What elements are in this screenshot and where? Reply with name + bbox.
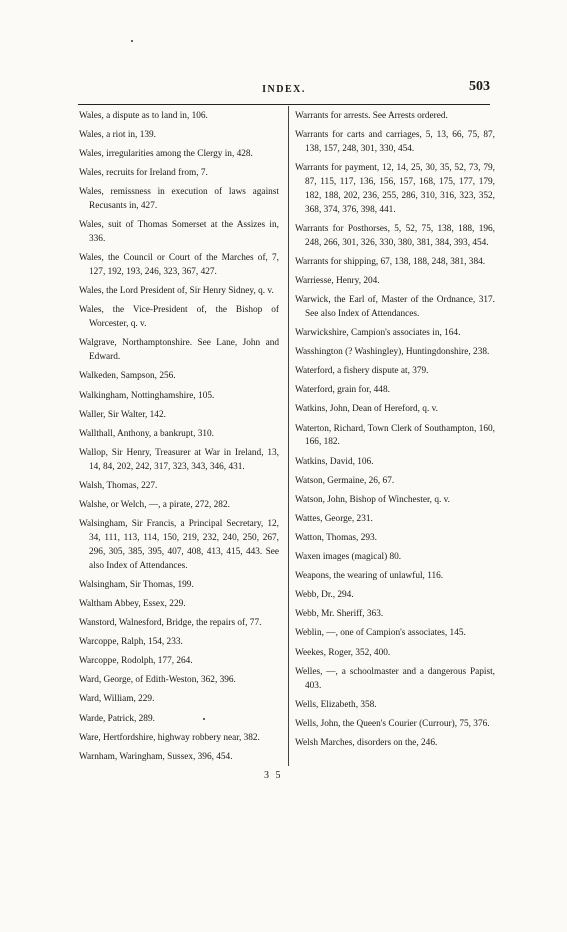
index-entry: Webb, Mr. Sheriff, 363. <box>295 609 384 620</box>
index-entry: Watton, Thomas, 293. <box>295 532 377 543</box>
index-entry: Watkins, David, 106. <box>295 456 374 467</box>
index-entry: Walsingham, Sir Thomas, 199. <box>79 579 194 590</box>
index-entry: Wales, remissness in execution of laws against Recusants in, 427. <box>79 187 279 212</box>
page-number: 503 <box>469 79 490 94</box>
index-entry: Warwick, the Earl of, Master of the Ordnance, 317. See also Index of Attendances. <box>295 295 495 319</box>
index-column-right <box>295 110 495 756</box>
index-entry: Wallop, Sir Henry, Treasurer at War in Ireland, 13, 14, 84, 202, 242, 317, 323, 343, 346, 431. <box>79 447 279 472</box>
index-entry: Warwickshire, Campion's associates in, 164. <box>295 328 461 339</box>
index-entry: Warrants for shipping, 67, 138, 188, 248, 381, 384. <box>295 256 486 267</box>
index-entry: Walsingham, Sir Francis, a Principal Secretary, 12, 34, 111, 113, 114, 150, 219, 232, 240, 250, 267, 296, 305, 385, 395, 407, 408, 413, 415, 443. See also Index of Attendances. <box>79 519 279 571</box>
index-entry: Watkins, John, Dean of Hereford, q. v. <box>295 404 438 415</box>
index-entry: Waterford, grain for, 448. <box>295 385 390 396</box>
running-header <box>78 78 490 102</box>
index-entry: Wallthall, Anthony, a bankrupt, 310. <box>79 428 214 439</box>
index-entry: Watson, Germaine, 26, 67. <box>295 475 395 486</box>
index-entry: Wattes, George, 231. <box>295 513 373 524</box>
index-entry: Wales, suit of Thomas Somerset at the Assizes in, 336. <box>79 220 279 245</box>
index-entry: Wales, the Council or Court of the Marches of, 7, 127, 192, 193, 246, 323, 367, 427. <box>79 253 279 278</box>
index-entry: Waltham Abbey, Essex, 229. <box>79 598 186 609</box>
index-entry: Warriesse, Henry, 204. <box>295 276 380 286</box>
page-speck <box>131 40 133 42</box>
index-entry: Weblin, —, one of Campion's associates, 145. <box>295 628 466 639</box>
index-entry: Walkeden, Sampson, 256. <box>79 371 176 382</box>
index-entry: Wales, a riot in, 139. <box>79 130 156 141</box>
column-divider <box>288 106 289 766</box>
index-column-left <box>79 110 279 770</box>
index-entry: Welsh Marches, disorders on the, 246. <box>295 737 438 748</box>
index-entry: Wales, the Lord President of, Sir Henry Sidney, q. v. <box>79 286 274 297</box>
index-entry: Ward, William, 229. <box>79 694 155 705</box>
index-entry: Weekes, Roger, 352, 400. <box>295 647 391 658</box>
index-entry: Wales, recruits for Ireland from, 7. <box>79 168 208 179</box>
index-entry: Wales, irregularities among the Clergy in, 428. <box>79 149 253 160</box>
index-entry: Wales, the Vice-President of, the Bishop of Worcester, q. v. <box>79 305 279 330</box>
index-entry: Ware, Hertfordshire, highway robbery near, 382. <box>79 732 260 743</box>
index-entry: Waller, Sir Walter, 142. <box>79 409 166 420</box>
index-entry: Webb, Dr., 294. <box>295 590 354 601</box>
index-entry: Walshe, or Welch, —, a pirate, 272, 282. <box>79 499 230 510</box>
index-entry: Weapons, the wearing of unlawful, 116. <box>295 571 444 582</box>
index-entry: Ward, George, of Edith-Weston, 362, 396. <box>79 675 236 686</box>
index-entry: Waxen images (magical) 80. <box>295 552 402 563</box>
index-entry: Wells, Elizabeth, 358. <box>295 699 377 710</box>
index-entry: Wells, John, the Queen's Courier (Currour), 75, 376. <box>295 718 490 729</box>
index-entry: Warrants for carts and carriages, 5, 13, 66, 75, 87, 138, 157, 248, 301, 330, 454. <box>295 130 495 154</box>
index-entry: Warrants for arrests. See Arrests ordered. <box>295 111 448 121</box>
index-entry: Walsh, Thomas, 227. <box>79 480 158 491</box>
signature-mark: 3 5 <box>264 770 283 781</box>
index-entry: Welles, —, a schoolmaster and a dangerous Papist, 403. <box>295 666 495 691</box>
index-entry: Watson, John, Bishop of Winchester, q. v. <box>295 494 450 505</box>
index-entry: Warnham, Waringham, Sussex, 396, 454. <box>79 751 233 762</box>
index-entry: Warcoppe, Rodolph, 177, 264. <box>79 656 193 667</box>
index-entry: Warrants for payment, 12, 14, 25, 30, 35, 52, 73, 79, 87, 115, 117, 136, 156, 157, 168, 175, 177, 179, 182, 188, 202, 236, 255, 286, 310, 316, 323, 352, 368, 374, 376, 398, 441. <box>295 163 495 215</box>
index-entry: Walgrave, Northamptonshire. See Lane, John and Edward. <box>79 338 279 363</box>
index-entry: Warde, Patrick, 289. <box>79 713 155 724</box>
header-rule <box>78 104 490 105</box>
index-entry: Wanstord, Walnesford, Bridge, the repairs of, 77. <box>79 618 262 629</box>
index-entry: Walkingham, Nottinghamshire, 105. <box>79 390 215 401</box>
index-entry: Warrants for Posthorses, 5, 52, 75, 138, 188, 196, 248, 266, 301, 326, 330, 380, 381, 384, 393, 454. <box>295 223 495 248</box>
index-entry: Waterford, a fishery dispute at, 379. <box>295 366 429 377</box>
index-entry: Wasshington (? Washingley), Huntingdonshire, 238. <box>295 347 490 358</box>
index-entry: Warcoppe, Ralph, 154, 233. <box>79 637 183 648</box>
index-entry: Waterton, Richard, Town Clerk of Southampton, 160, 166, 182. <box>295 423 495 448</box>
index-entry: Wales, a dispute as to land in, 106. <box>79 111 208 121</box>
header-title: INDEX. <box>262 84 306 95</box>
